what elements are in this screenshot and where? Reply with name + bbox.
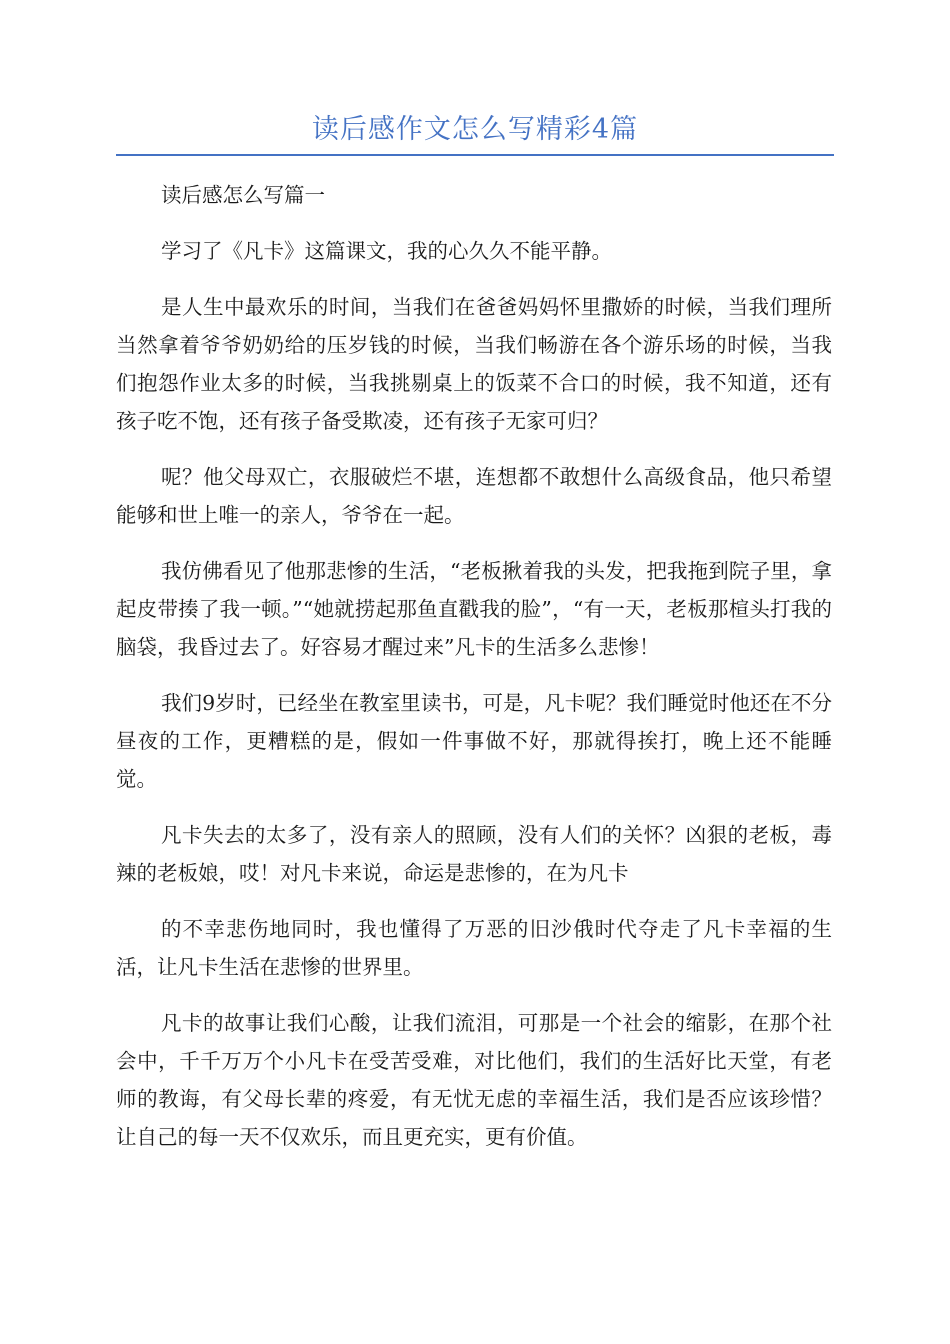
paragraph: 是人生中最欢乐的时间，当我们在爸爸妈妈怀里撒娇的时候，当我们理所当然拿着爷爷奶奶给的压岁钱的时候，当我们畅游在各个游乐场的时候，当我们抱怨作业太多的时候，当我挑剔桌上的饭菜不合口的时候，我不知道，还有孩子吃不饱，还有孩子备受欺凌，还有孩子无家可归？: [116, 295, 832, 433]
document-body: [116, 176, 832, 1174]
paragraph: 凡卡的故事让我们心酸，让我们流泪，可那是一个社会的缩影，在那个社会中，千千万万个小凡卡在受苦受难，对比他们，我们的生活好比天堂，有老师的教诲，有父母长辈的疼爱，有无忧无虑的幸福生活，我们是否应该珍惜？让自己的每一天不仅欢乐，而且更充实，更有价值。: [116, 1011, 832, 1149]
paragraph: 的不幸悲伤地同时，我也懂得了万恶的旧沙俄时代夺走了凡卡幸福的生活，让凡卡生活在悲惨的世界里。: [116, 917, 832, 979]
section-heading: 读后感怎么写篇一: [161, 183, 325, 207]
paragraph: 凡卡失去的太多了，没有亲人的照顾，没有人们的关怀？凶狠的老板，毒辣的老板娘，哎！对凡卡来说，命运是悲惨的，在为凡卡: [116, 823, 832, 885]
paragraph: 我仿佛看见了他那悲惨的生活，“老板揪着我的头发，把我拖到院子里，拿起皮带揍了我一顿。”“她就捞起那鱼直戳我的脸”，“有一天，老板那楦头打我的脑袋，我昏过去了。好容易才醒过来”凡卡的生活多么悲惨！: [116, 559, 832, 659]
document-title: 读后感作文怎么写精彩4篇: [311, 114, 639, 145]
paragraph: 呢？他父母双亡，衣服破烂不堪，连想都不敢想什么高级食品，他只希望能够和世上唯一的亲人，爷爷在一起。: [116, 465, 832, 527]
title-underline: [116, 154, 834, 156]
paragraph: 我们9岁时，已经坐在教室里读书，可是，凡卡呢？我们睡觉时他还在不分昼夜的工作，更糟糕的是，假如一件事做不好，那就得挨打，晚上还不能睡觉。: [116, 691, 832, 791]
paragraph: 学习了《凡卡》这篇课文，我的心久久不能平静。: [161, 239, 612, 263]
